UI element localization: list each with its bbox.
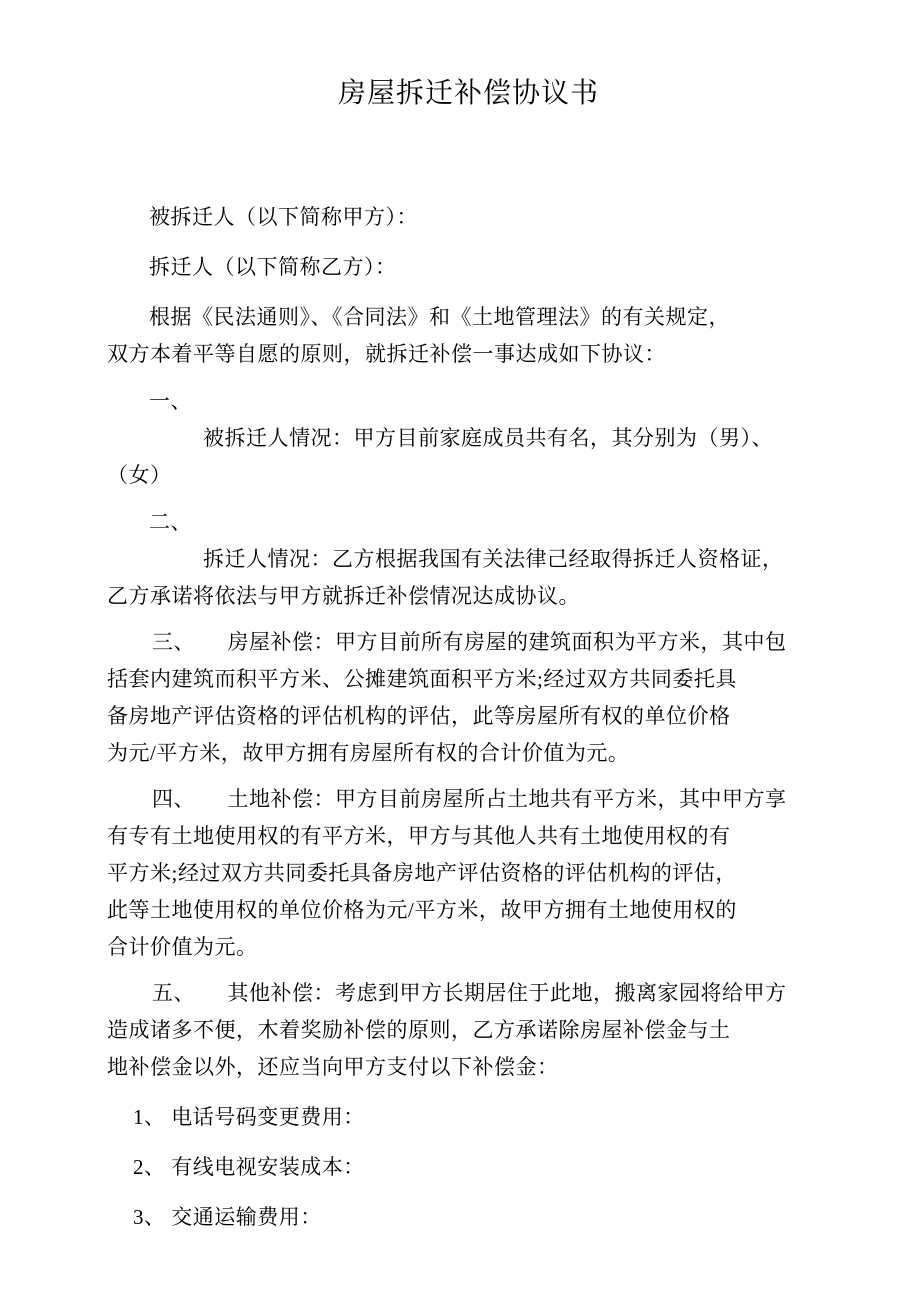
text-line: 五、 其他补偿：考虑到甲方长期居住于此地，搬离家园将给甲方 <box>152 981 787 1005</box>
paragraph <box>107 624 830 772</box>
text-line: 四、 土地补偿：甲方目前房屋所占土地共有平方米，其中甲方享 <box>152 787 787 811</box>
document-title: 房屋拆迁补偿协议书 <box>337 78 599 109</box>
paragraph <box>107 299 830 373</box>
text-line: 括套内建筑而积平方米、公摊建筑面积平方米;经过双方共同委托具 <box>107 667 737 691</box>
text-line: 1、 电话号码变更费用： <box>133 1105 365 1129</box>
text-line: 根据《民法通则》、《合同法》和《土地管理法》的有关规定， <box>149 305 730 329</box>
text-line: 三、 房屋补偿：甲方目前所有房屋的建筑面积为平方米，其中包 <box>152 630 787 654</box>
text-line: 有专有土地使用权的有平方米，甲方与其他人共有土地使用权的有 <box>107 824 731 848</box>
text-line: 双方本着平等自愿的原则，就拆迁补偿一事达成如下协议： <box>107 342 666 366</box>
paragraph <box>107 383 830 420</box>
paragraph <box>107 975 830 1086</box>
paragraph <box>107 781 830 966</box>
text-line: 此等土地使用权的单位价格为元/平方米，故甲方拥有土地使用权的 <box>107 898 737 922</box>
text-line: 2、 有线电视安装成本： <box>133 1155 365 1179</box>
text-line: 备房地产评估资格的评估机构的评估，此等房屋所有权的单位价格 <box>107 704 731 728</box>
text-line: 地补偿金以外，还应当向甲方支付以下补偿金： <box>107 1055 559 1079</box>
text-line: 一、 <box>149 389 192 413</box>
text-line: 拆迁人情况：乙方根据我国有关法律己经取得拆迁人资格证， <box>203 547 784 571</box>
text-line: 造成诸多不便，木着奖励补偿的原则，乙方承诺除房屋补偿金与土 <box>107 1018 731 1042</box>
text-line: 二、 <box>149 510 192 534</box>
text-line: 被拆迁人（以下简称甲方）： <box>149 205 418 229</box>
paragraph <box>107 541 830 615</box>
document-body <box>107 199 830 1236</box>
text-line: 3、 交通运输费用： <box>133 1205 322 1229</box>
text-line: 平方米;经过双方共同委托具备房地产评估资格的评估机构的评估， <box>107 861 737 885</box>
paragraph <box>107 1199 830 1236</box>
paragraph <box>107 420 830 494</box>
text-line: 为元/平方米，故甲方拥有房屋所有权的合计价值为元。 <box>107 741 630 765</box>
paragraph <box>107 504 830 541</box>
text-line: 乙方承诺将依法与甲方就拆迁补偿情况达成协议。 <box>107 584 580 608</box>
text-line: 合计价值为元。 <box>107 935 258 959</box>
paragraph <box>107 249 830 286</box>
text-line: 拆迁人（以下简称乙方）： <box>149 255 397 279</box>
paragraph <box>107 1149 830 1186</box>
paragraph <box>107 1099 830 1136</box>
text-line: 被拆迁人情况：甲方目前家庭成员共有名，其分别为（男）、 <box>203 426 773 450</box>
text-line: （女） <box>107 463 172 487</box>
paragraph <box>107 199 830 236</box>
